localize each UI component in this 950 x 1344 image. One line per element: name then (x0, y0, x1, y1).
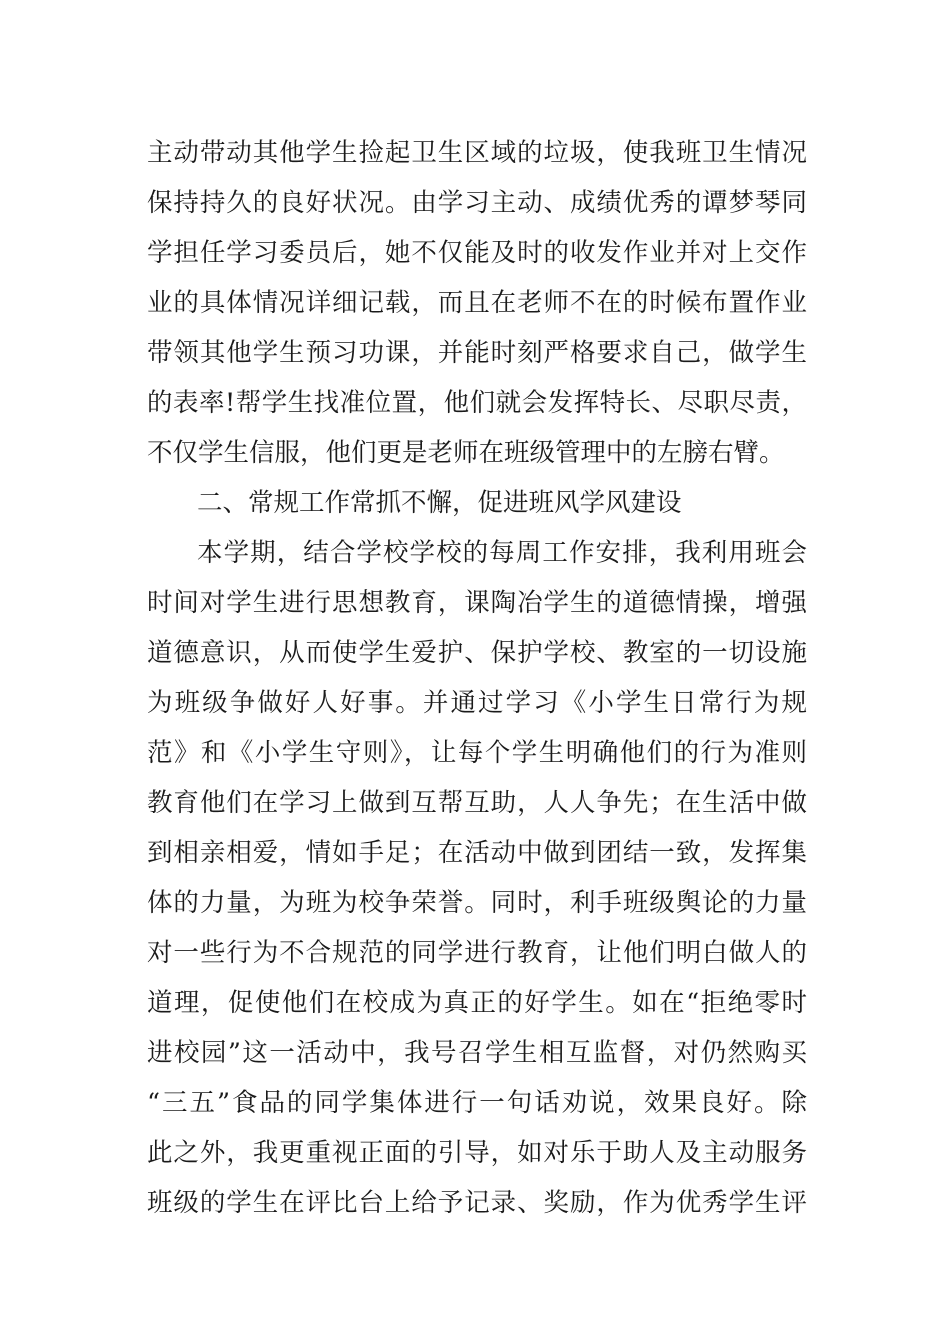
text-line: 进校园”这一活动中，我号召学生相互监督，对仍然购买 (147, 1038, 807, 1068)
text-line: 到相亲相爱，情如手足；在活动中做到团结一致，发挥集 (147, 838, 807, 868)
text-line: 范》和《小学生守则》，让每个学生明确他们的行为准则 (147, 738, 807, 768)
section-heading: 二、常规工作常抓不懈，促进班风学风建设 (197, 488, 682, 518)
text-line: 业的具体情况详细记载，而且在老师不在的时候布置作业 (147, 288, 807, 318)
text-line: 保持持久的良好状况。由学习主动、成绩优秀的谭梦琴同 (147, 188, 807, 218)
text-line: 时间对学生进行思想教育，课陶冶学生的道德情操，增强 (147, 588, 807, 618)
text-line: 带领其他学生预习功课，并能时刻严格要求自己，做学生 (147, 338, 807, 368)
text-line: 主动带动其他学生捡起卫生区域的垃圾，使我班卫生情况 (147, 138, 807, 168)
text-line: 的表率!帮学生找准位置，他们就会发挥特长、尽职尽责， (147, 388, 807, 418)
paragraph-first-line: 本学期，结合学校学校的每周工作安排，我利用班会 (197, 538, 807, 568)
text-line: “三五”食品的同学集体进行一句话劝说，效果良好。除 (147, 1088, 807, 1118)
text-line: 教育他们在学习上做到互帮互助，人人争先；在生活中做 (147, 788, 807, 818)
text-line: 学担任学习委员后，她不仅能及时的收发作业并对上交作 (147, 238, 807, 268)
text-line: 对一些行为不合规范的同学进行教育，让他们明白做人的 (147, 938, 807, 968)
text-line: 班级的学生在评比台上给予记录、奖励，作为优秀学生评 (147, 1188, 807, 1218)
text-line: 体的力量，为班为校争荣誉。同时，利手班级舆论的力量 (147, 888, 807, 918)
text-line: 道德意识，从而使学生爱护、保护学校、教室的一切设施 (147, 638, 807, 668)
text-line: 为班级争做好人好事。并通过学习《小学生日常行为规 (147, 688, 807, 718)
text-line: 不仅学生信服，他们更是老师在班级管理中的左膀右臂。 (147, 438, 785, 468)
text-line: 此之外，我更重视正面的引导，如对乐于助人及主动服务 (147, 1138, 807, 1168)
text-line: 道理，促使他们在校成为真正的好学生。如在“拒绝零时 (147, 988, 807, 1018)
